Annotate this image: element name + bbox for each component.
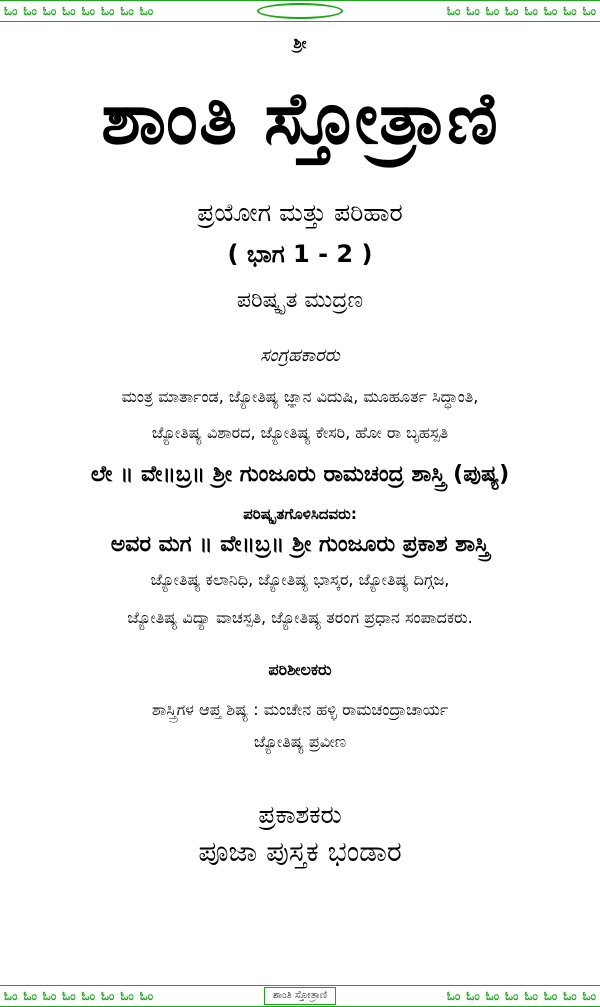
- om-ornament: ಓಂ: [42, 988, 57, 1003]
- om-ornament: ಓಂ: [563, 988, 577, 1003]
- reviser-titles-line-2: ಜ್ಯೋತಿಷ್ಯ ವಿದ್ಯಾ ವಾಚಸ್ಪತಿ, ಜ್ಯೋತಿಷ್ಯ ತರಂಗ ಪ್ರಧಾನ ಸಂಪಾದಕರು.: [127, 608, 473, 627]
- reviewer-heading: ಪರಿಶೀಲಕರು: [268, 660, 332, 679]
- om-ornament: ಓಂ: [100, 3, 115, 18]
- om-ornament: ಓಂ: [139, 3, 154, 18]
- om-ornament: ಓಂ: [81, 3, 95, 18]
- om-ornament: ಓಂ: [582, 988, 596, 1003]
- om-ornament: ಓಂ: [466, 3, 480, 18]
- publisher-name: ಪೂಜಾ ಪುಸ್ತಕ ಭಂಡಾರ: [198, 835, 402, 868]
- reviewer-line-2: ಜ್ಯೋತಿಷ್ಯ ಪ್ರವೀಣ: [253, 732, 347, 751]
- om-ornament: ಓಂ: [62, 3, 76, 18]
- compiler-heading: ಸಂಗ್ರಹಕಾರರು: [260, 345, 340, 366]
- top-center-oval: [257, 3, 343, 19]
- om-ornament: ಓಂ: [4, 988, 18, 1003]
- om-ornament: ಓಂ: [543, 988, 558, 1003]
- reviser-titles-line-1: ಜ್ಯೋತಿಷ್ಯ ಕಲಾನಿಧಿ, ಜ್ಯೋತಿಷ್ಯ ಭಾಸ್ಕರ, ಜ್ಯೋತಿಷ್ಯ ದಿಗ್ಗಜ,: [150, 570, 450, 589]
- om-ornament: ಓಂ: [120, 988, 134, 1003]
- om-ornament: ಓಂ: [582, 3, 596, 18]
- om-ornament: ಓಂ: [505, 3, 519, 18]
- reviser-heading: ಪರಿಷ್ಕೃತಗೊಳಿಸಿದವರು:: [243, 505, 357, 523]
- compiler-titles-line-2: ಜ್ಯೋತಿಷ್ಯ ವಿಶಾರದ, ಜ್ಯೋತಿಷ್ಯ ಕೇಸರಿ, ಹೋ ರಾ ಬೃಹಸ್ಪತಿ: [151, 423, 449, 442]
- reviser-name: ಅವರ ಮಗ ॥ ವೇ॥ಬ್ರ॥ ಶ್ರೀ ಗುಂಜೂರು ಪ್ರಕಾಶ ಶಾಸ್ತ್ರಿ: [110, 532, 490, 557]
- om-ornament: ಓಂ: [4, 3, 18, 18]
- om-ornament: ಓಂ: [446, 988, 461, 1003]
- reviewer-line-1: ಶಾಸ್ತ್ರಿಗಳ ಆಪ್ತ ಶಿಷ್ಯ : ಮಂಚೇನ ಹಳ್ಳಿ ರಾಮಚಂದ್ರಾಚಾರ್ಯ: [151, 700, 449, 719]
- om-ornament: ಓಂ: [100, 988, 115, 1003]
- publisher-heading: ಪ್ರಕಾಶಕರು: [258, 800, 342, 829]
- om-ornament: ಓಂ: [23, 3, 37, 18]
- top-left-ornaments: [0, 4, 157, 19]
- compiler-name: ಲೇ ॥ ವೇ॥ಬ್ರ॥ ಶ್ರೀ ಗುಂಜೂರು ರಾಮಚಂದ್ರ ಶಾಸ್ತ್ರಿ (ಪುಷ್ಯ): [90, 462, 510, 487]
- bottom-border-band: [0, 985, 600, 1007]
- om-ornament: ಓಂ: [524, 3, 538, 18]
- volume-parts: ( ಭಾಗ 1 - 2 ): [227, 240, 373, 268]
- bottom-left-ornaments: [0, 989, 157, 1004]
- om-ornament: ಓಂ: [485, 988, 500, 1003]
- edition-note: ಪರಿಷ್ಕೃತ ಮುದ್ರಣ: [236, 288, 364, 313]
- om-ornament: ಓಂ: [505, 988, 519, 1003]
- om-ornament: ಓಂ: [23, 988, 37, 1003]
- om-ornament: ಓಂ: [62, 988, 76, 1003]
- om-ornament: ಓಂ: [81, 988, 95, 1003]
- om-ornament: ಓಂ: [42, 3, 57, 18]
- om-ornament: ಓಂ: [543, 3, 558, 18]
- book-subtitle: ಪ್ರಯೋಗ ಮತ್ತು ಪರಿಹಾರ: [197, 198, 403, 227]
- compiler-titles-line-1: ಮಂತ್ರ ಮಾರ್ತಾಂಡ, ಜ್ಯೋತಿಷ್ಯ ಜ್ಞಾನ ವಿದುಷಿ, ಮೂಹೂರ್ತ ಸಿದ್ಧಾಂತಿ,: [121, 387, 479, 406]
- om-ornament: ಓಂ: [120, 3, 134, 18]
- om-ornament: ಓಂ: [446, 3, 461, 18]
- top-right-ornaments: [443, 4, 600, 19]
- top-border-band: [0, 0, 600, 22]
- om-ornament: ಓಂ: [563, 3, 577, 18]
- om-ornament: ಓಂ: [139, 988, 154, 1003]
- bottom-title-label: ಶಾಂತಿ ಸ್ತೋತ್ರಾಣಿ: [264, 987, 336, 1005]
- om-ornament: ಓಂ: [524, 988, 538, 1003]
- shri-invocation: ಶ್ರೀ: [293, 34, 307, 52]
- om-ornament: ಓಂ: [466, 988, 480, 1003]
- bottom-right-ornaments: [443, 989, 600, 1004]
- book-title: ಶಾಂತಿ ಸ್ತೋತ್ರಾಣಿ: [101, 76, 499, 160]
- om-ornament: ಓಂ: [485, 3, 500, 18]
